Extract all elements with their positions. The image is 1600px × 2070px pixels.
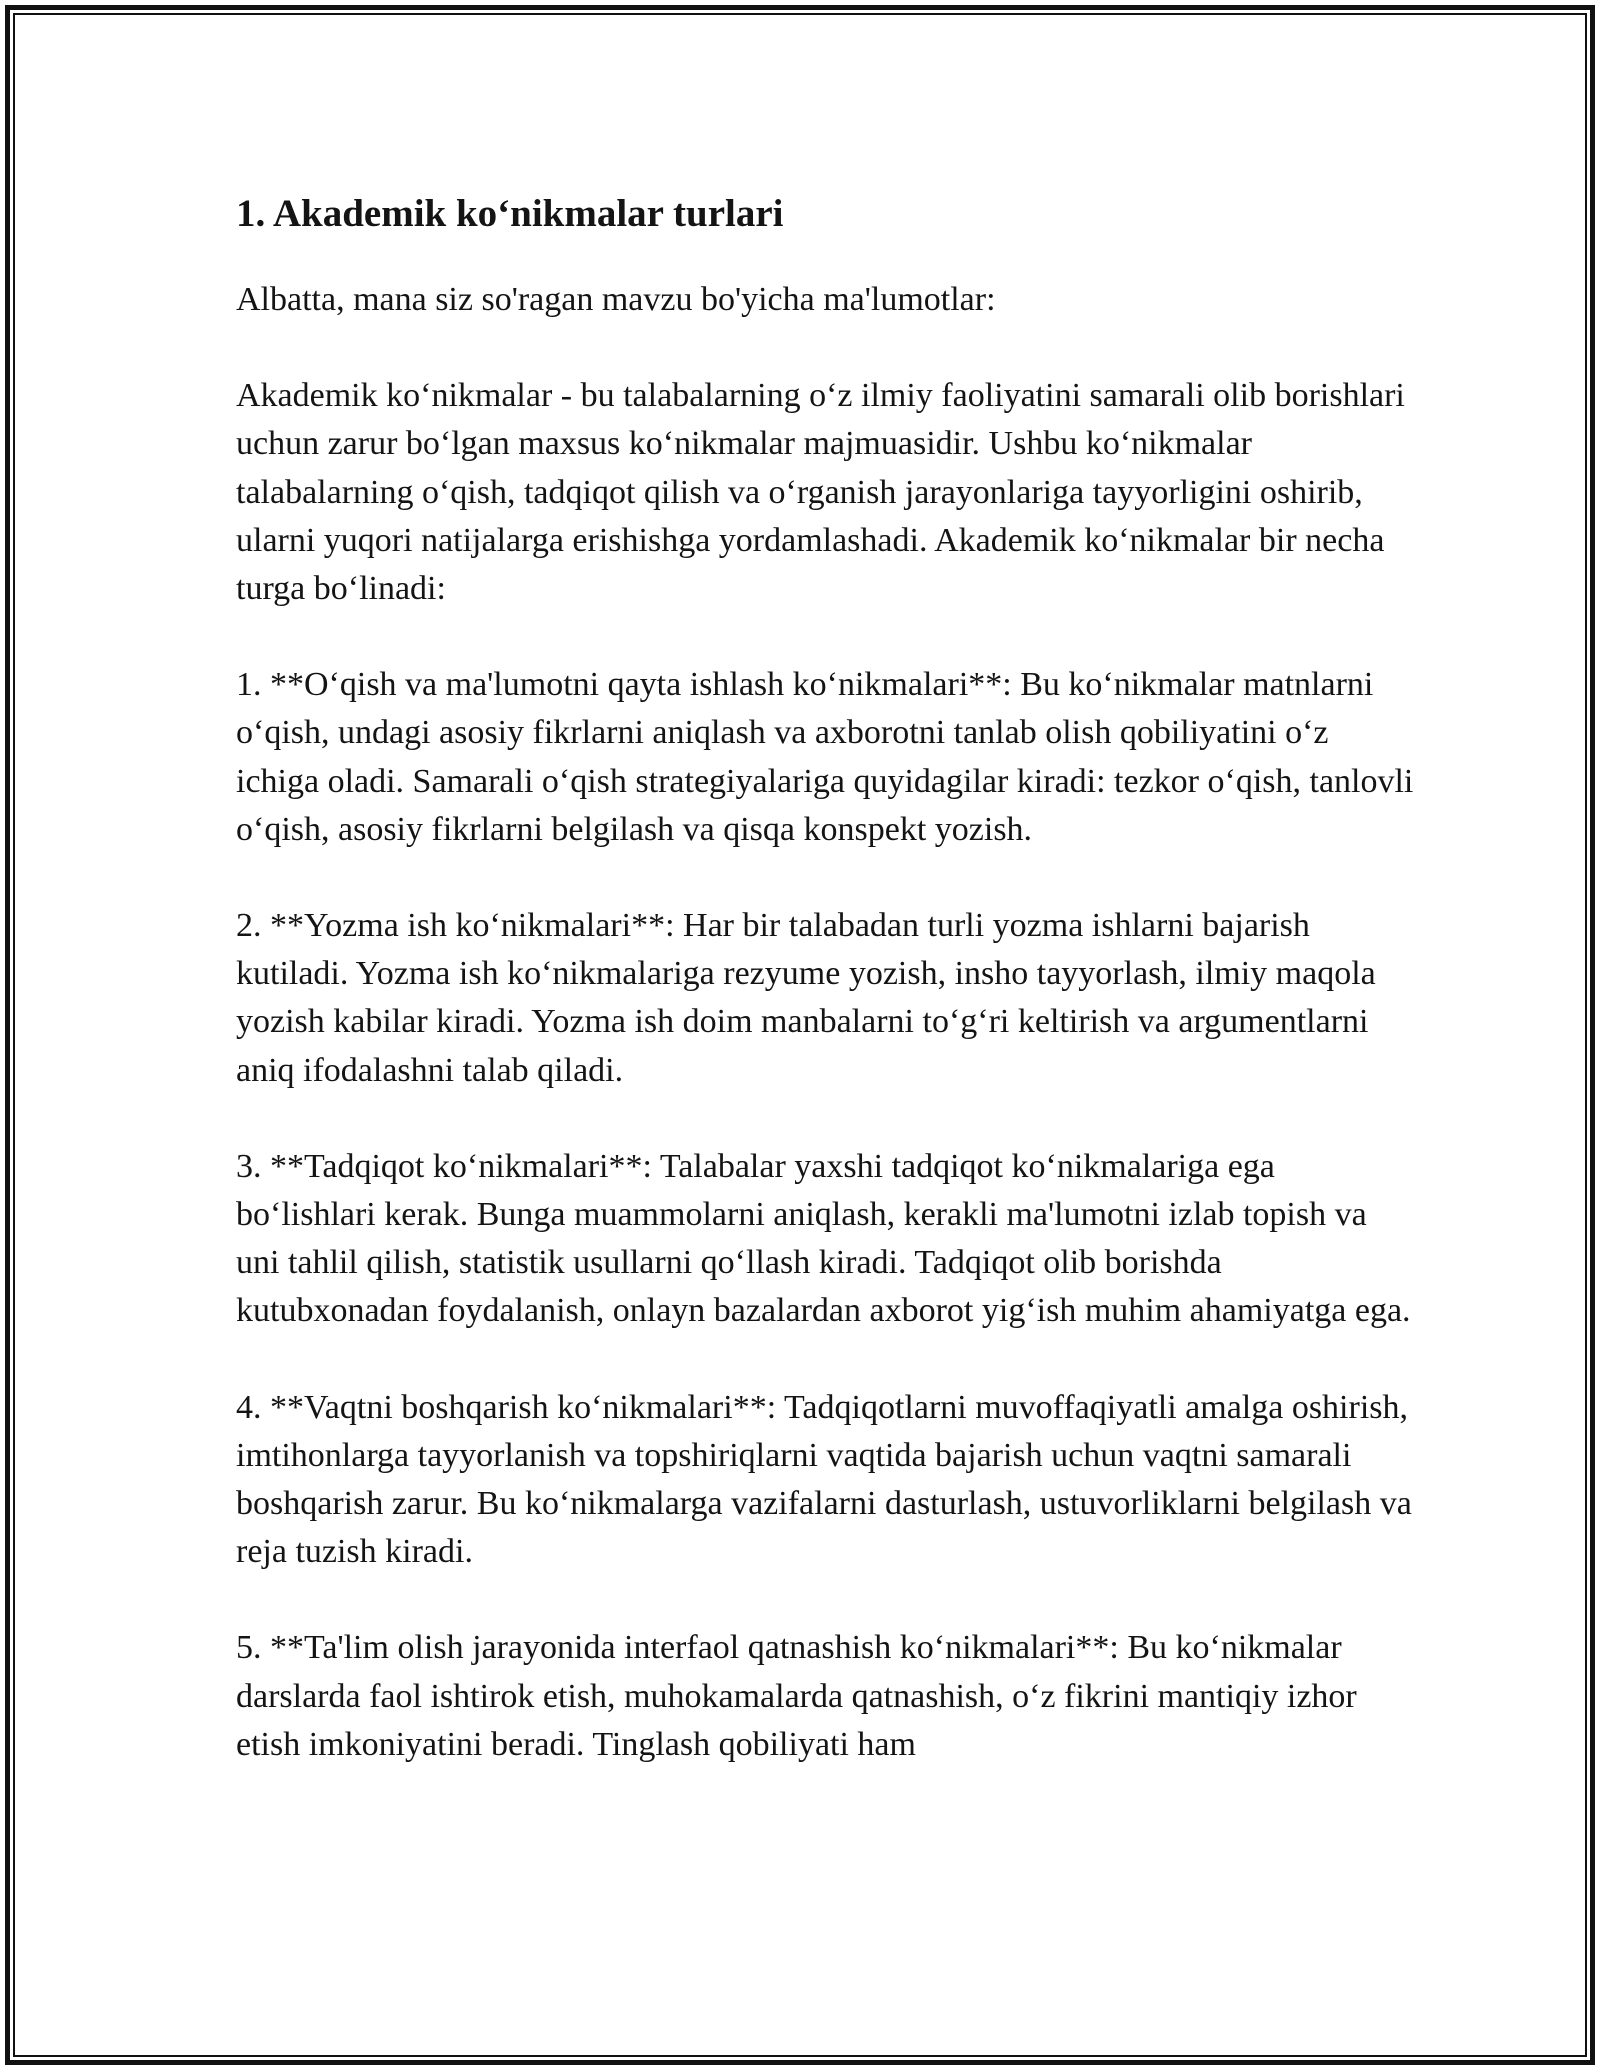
document-body [236,186,1416,1817]
definition-paragraph: Akademik ko‘nikmalar - bu talabalarning o‘z ilmiy faoliyatini samarali olib borishlari uchun zarur bo‘lgan maxsus ko‘nikmalar majmuasidir. Ushbu ko‘nikmalar talabalarning o‘qish, tadqiqot qilish va o‘rganish jarayonlariga tayyorligini oshirib, ularni yuqori natijalarga erishishga yordamlashadi. Akademik ko‘nikmalar bir necha turga bo‘linadi: [236,377,1405,608]
list-item-writing-skills: 2. **Yozma ish ko‘nikmalari**: Har bir talabadan turli yozma ishlarni bajarish kutiladi. Yozma ish ko‘nikmalariga rezyume yozish, insho tayyorlash, ilmiy maqola yozish kabilar kiradi. Yozma ish doim manbalarni to‘g‘ri keltirish va argumentlarni aniq ifodalashni talab qiladi. [236,907,1376,1089]
list-item-interactive-participation-skills: 5. **Ta'lim olish jarayonida interfaol qatnashish ko‘nikmalari**: Bu ko‘nikmalar darslarda faol ishtirok etish, muhokamalarda qatnashish, o‘z fikrini mantiqiy izhor etish imkoniyatini beradi. Tinglash qobiliyati ham [236,1629,1357,1763]
list-item-time-management-skills: 4. **Vaqtni boshqarish ko‘nikmalari**: Tadqiqotlarni muvoffaqiyatli amalga oshirish, imtihonlarga tayyorlanish va topshiriqlarni vaqtida bajarish uchun vaqtni samarali boshqarish zarur. Bu ko‘nikmalarga vazifalarni dasturlash, ustuvorliklarni belgilash va reja tuzish kiradi. [236,1388,1412,1571]
list-item-reading-skills: 1. **O‘qish va ma'lumotni qayta ishlash ko‘nikmalari**: Bu ko‘nikmalar matnlarni o‘qish, undagi asosiy fikrlarni aniqlash va axborotni tanlab olish qobiliyatini o‘z ichiga oladi. Samarali o‘qish strategiyalariga quyidagilar kiradi: tezkor o‘qish, tanlovli o‘qish, asosiy fikrlarni belgilash va qisqa konspekt yozish. [236,666,1414,848]
document-title: 1. Akademik ko‘nikmalar turlari [236,192,784,235]
list-item-research-skills: 3. **Tadqiqot ko‘nikmalari**: Talabalar yaxshi tadqiqot ko‘nikmalariga ega bo‘lishlari kerak. Bunga muammolarni aniqlash, kerakli ma'lumotni izlab topish va uni tahlil qilish, statistik usullarni qo‘llash kiradi. Tadqiqot olib borishda kutubxonadan foydalanish, onlayn bazalardan axborot yig‘ish muhim ahamiyatga ega. [236,1147,1411,1330]
intro-line: Albatta, mana siz so'ragan mavzu bo'yicha ma'lumotlar: [236,281,996,318]
